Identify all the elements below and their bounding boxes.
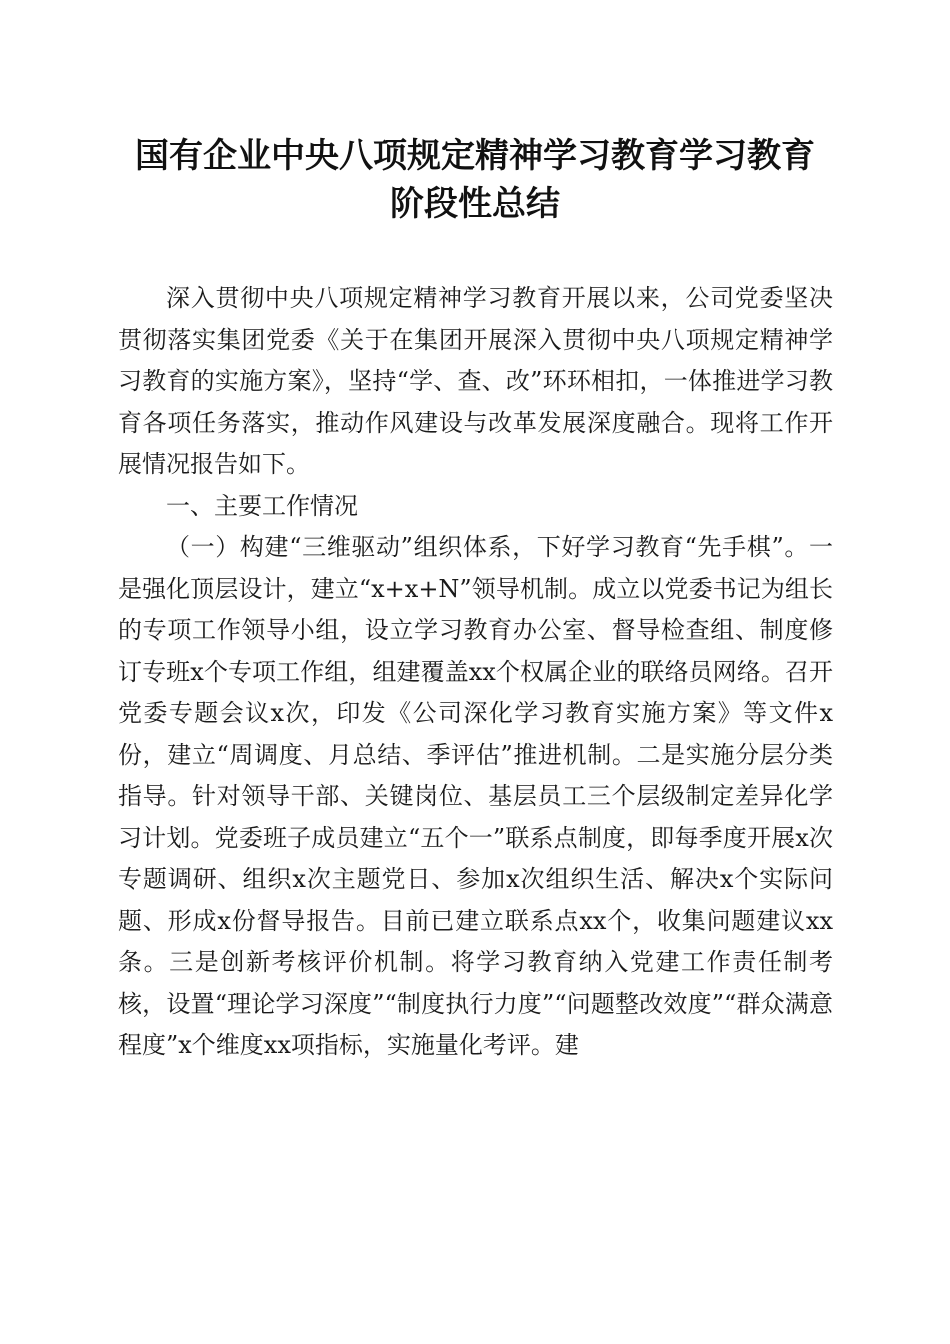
document-title <box>100 132 850 228</box>
body-paragraph: （一）构建“三维驱动”组织体系，下好学习教育“先手棋”。一是强化顶层设计，建立“x+x+N”领导机制。成立以党委书记为组长的专项工作领导小组，设立学习教育办公室、督导检查组、制度修订专班x个专项工作组，组建覆盖xx个权属企业的联络员网络。召开党委专题会议x次，印发《公司深化学习教育实施方案》等文件x份，建立“周调度、月总结、季评估”推进机制。二是实施分层分类指导。针对领导干部、关键岗位、基层员工三个层级制定差异化学习计划。党委班子成员建立“五个一”联系点制度，即每季度开展x次专题调研、组织x次主题党日、参加x次组织生活、解决x个实际问题、形成x份督导报告。目前已建立联系点xx个，收集问题建议xx条。三是创新考核评价机制。将学习教育纳入党建工作责任制考核，设置“理论学习深度”“制度执行力度”“问题整改效度”“群众满意程度”x个维度xx项指标，实施量化考评。建 <box>118 533 833 1059</box>
intro-paragraph: 深入贯彻中央八项规定精神学习教育开展以来，公司党委坚决贯彻落实集团党委《关于在集团开展深入贯彻中央八项规定精神学习教育的实施方案》，坚持“学、查、改”环环相扣，一体推进学习教育各项任务落实，推动作风建设与改革发展深度融合。现将工作开展情况报告如下。 <box>118 284 833 478</box>
document-body <box>118 278 833 1067</box>
title-line-1: 国有企业中央八项规定精神学习教育学习教育 <box>135 136 815 176</box>
section-heading: 一、主要工作情况 <box>166 491 358 520</box>
title-line-2: 阶段性总结 <box>390 184 560 224</box>
